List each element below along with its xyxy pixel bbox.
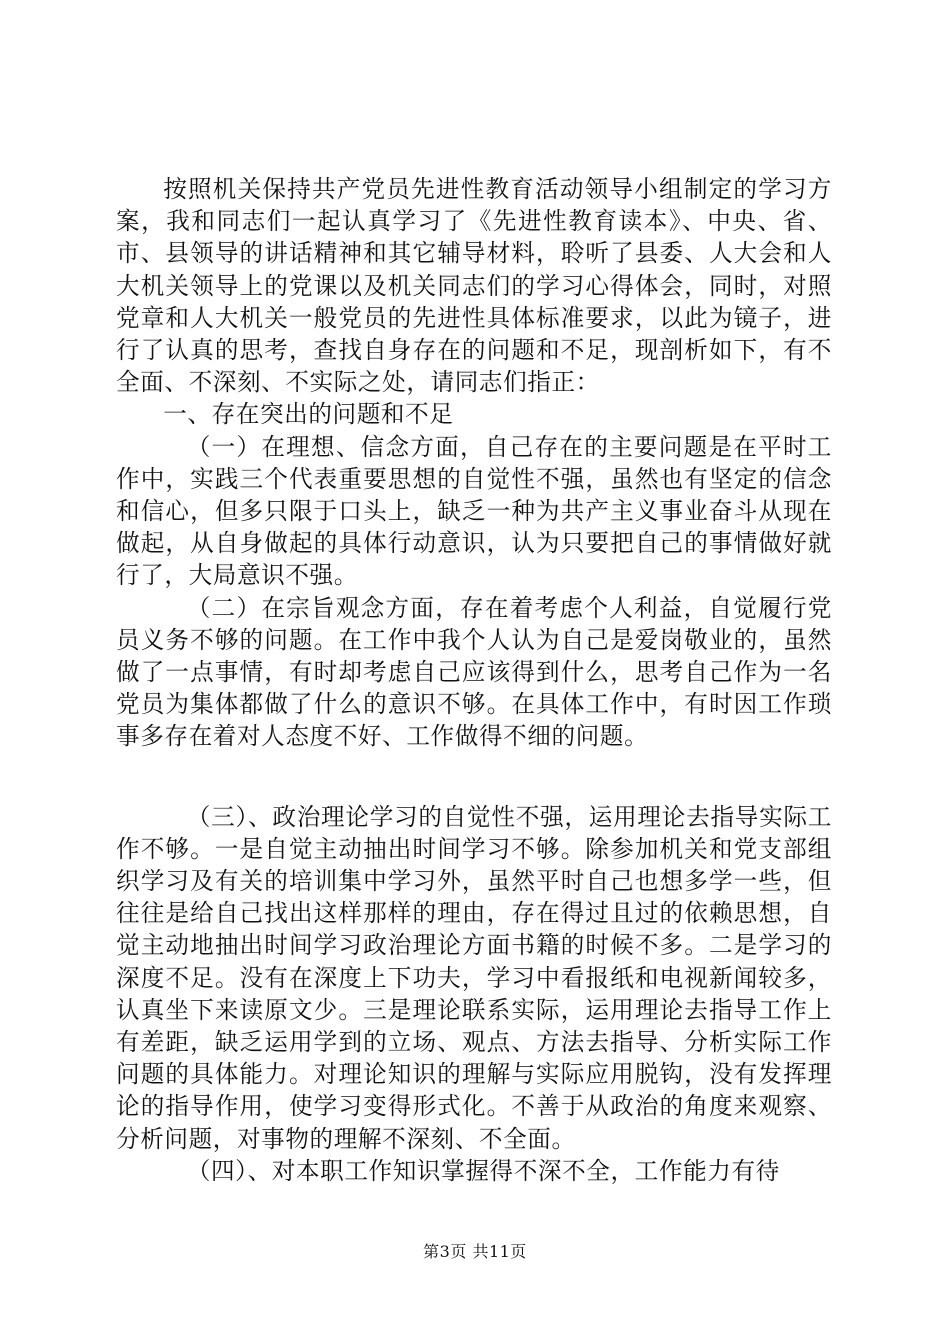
document-body xyxy=(116,173,832,1187)
item-paragraph-4: （四）、对本职工作知识掌握得不深不全，工作能力有待 xyxy=(186,1156,780,1185)
item-paragraph-1: （一）在理想、信念方面，自己存在的主要问题是在平时工作中，实践三个代表重要思想的自觉性不强，虽然也有坚定的信念和信心，但多只限于口头上，缺乏一种为共产主义事业奋斗从现在做起，从自身做起的具体行动意识，认为只要把自己的事情做好就行了，大局意识不强。 xyxy=(116,432,832,590)
item-paragraph-2: （二）在宗旨观念方面，存在着考虑个人利益，自觉履行党员义务不够的问题。在工作中我个人认为自己是爱岗敬业的，虽然做了一点事情，有时却考虑自己应该得到什么，思考自己作为一名党员为集体都做了什么的意识不够。在具体工作中，有时因工作琐事多存在着对人态度不好、工作做得不细的问题。 xyxy=(116,593,832,751)
section-heading: 一、存在突出的问题和不足 xyxy=(163,400,454,429)
paragraph-gap xyxy=(116,753,832,801)
item-paragraph-3: （三）、政治理论学习的自觉性不强，运用理论去指导实际工作不够。一是自觉主动抽出时间学习不够。除参加机关和党支部组织学习及有关的培训集中学习外，虽然平时自己也想多学一些，但往往是给自己找出这样那样的理由，存在得过且过的依赖思想，自觉主动地抽出时间学习政治理论方面书籍的时候不多。二是学习的深度不足。没有在深度上下功夫，学习中看报纸和电视新闻较多，认真坐下来读原文少。三是理论联系实际，运用理论去指导工作上有差距，缺乏运用学到的立场、观点、方法去指导、分析实际工作问题的具体能力。对理论知识的理解与实际应用脱钩，没有发挥理论的指导作用，使学习变得形式化。不善于从政治的角度来观察、分析问题，对事物的理解不深刻、不全面。 xyxy=(116,802,832,1153)
intro-paragraph: 按照机关保持共产党员先进性教育活动领导小组制定的学习方案，我和同志们一起认真学习了《先进性教育读本》、中央、省、市、县领导的讲话精神和其它辅导材料，聆听了县委、人大会和人大机关领导上的党课以及机关同志们的学习心得体会，同时，对照党章和人大机关一般党员的先进性具体标准要求，以此为镜子，进行了认真的思考，查找自身存在的问题和不足，现剖析如下，有不全面、不深刻、不实际之处，请同志们指正： xyxy=(116,175,832,397)
page-footer: 第3页 共11页 xyxy=(423,1242,527,1261)
